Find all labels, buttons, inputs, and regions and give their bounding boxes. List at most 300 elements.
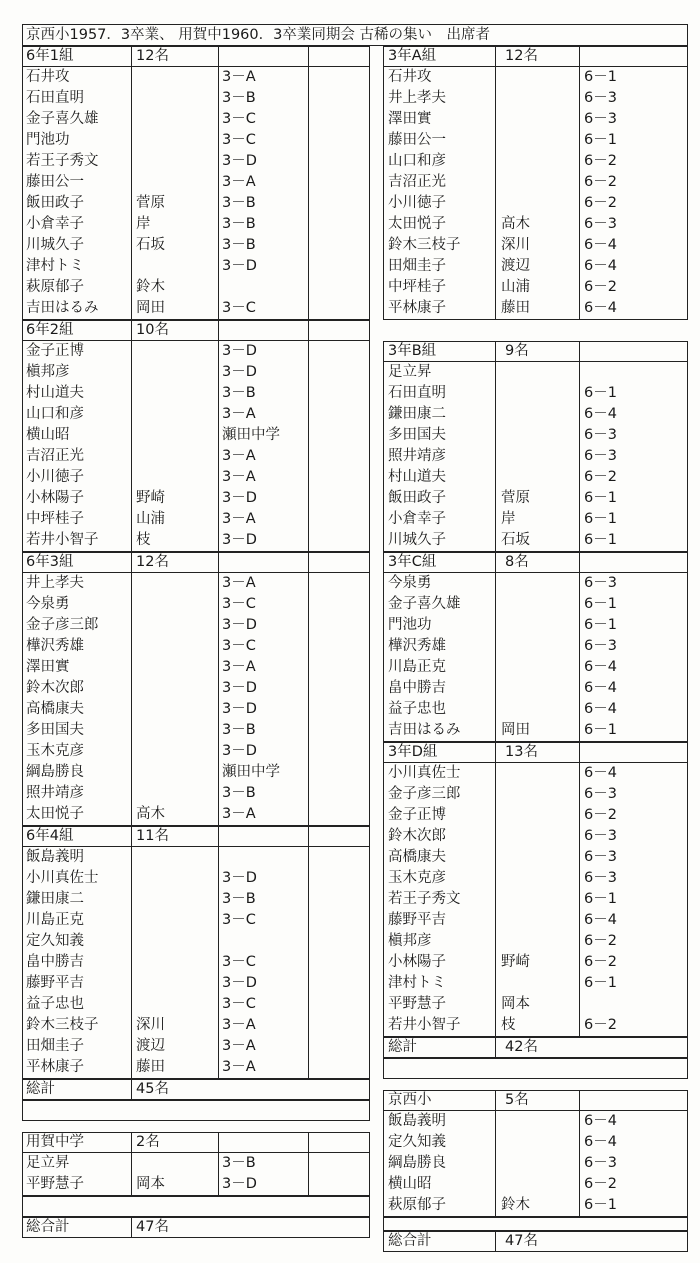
- attendee-row: [23, 298, 369, 319]
- attendee-row: [23, 130, 369, 151]
- attendee-row: [384, 509, 687, 530]
- attendee-name: 高橋康夫: [388, 849, 446, 865]
- attendee-name: 田畑圭子: [388, 258, 446, 274]
- other-class: 6－3: [584, 448, 617, 464]
- attendee-name: 石田直明: [26, 90, 84, 106]
- blank-row: [383, 1217, 688, 1231]
- attendee-name: 多田国夫: [26, 722, 84, 738]
- attendee-row: [23, 341, 369, 362]
- attendee-name: 澤田實: [26, 659, 70, 675]
- attendee-name: 小川真佐士: [26, 870, 99, 886]
- class-roster: [383, 762, 688, 1037]
- header-divider: [131, 1079, 132, 1100]
- maiden-name: 岸: [136, 216, 151, 232]
- attendee-row: [23, 973, 369, 994]
- class-label: 6年2組: [26, 322, 74, 338]
- header-divider: [308, 826, 309, 847]
- other-class: 6－2: [584, 279, 617, 295]
- maiden-name: 枝: [136, 532, 151, 548]
- class-header: [383, 1037, 688, 1058]
- attendee-row: [384, 235, 687, 256]
- maiden-name: 石坂: [136, 237, 165, 253]
- header-divider: [579, 742, 580, 763]
- other-class: 3－A: [222, 1038, 256, 1054]
- class-count: 5名: [505, 1092, 529, 1108]
- attendee-row: [384, 172, 687, 193]
- blank-row: [383, 1058, 688, 1079]
- attendee-row: [23, 868, 369, 889]
- attendee-row: [384, 88, 687, 109]
- other-class: 6－4: [584, 680, 617, 696]
- attendee-name: 畠中勝吉: [388, 680, 446, 696]
- header-divider: [495, 46, 496, 67]
- other-class: 6－2: [584, 807, 617, 823]
- other-class: 3－B: [222, 891, 256, 907]
- class-header: [22, 1132, 370, 1153]
- other-class: 3－B: [222, 785, 256, 801]
- other-class: 6－2: [584, 1176, 617, 1192]
- other-class: 6－4: [584, 1134, 617, 1150]
- other-class: 3－B: [222, 722, 256, 738]
- attendee-row: [384, 446, 687, 467]
- class-label: 3年D組: [388, 744, 438, 760]
- class-roster: [22, 572, 370, 826]
- attendee-name: 澤田實: [388, 111, 432, 127]
- attendee-row: [23, 446, 369, 467]
- other-class: 6－1: [584, 385, 617, 401]
- attendee-name: 今泉勇: [388, 575, 432, 591]
- other-class: 3－C: [222, 954, 256, 970]
- attendee-name: 村山道夫: [26, 385, 84, 401]
- other-class: 6－1: [584, 1197, 617, 1213]
- attendee-row: [384, 193, 687, 214]
- attendee-name: 小林陽子: [388, 954, 446, 970]
- attendee-row: [23, 636, 369, 657]
- attendee-name: 畠中勝吉: [26, 954, 84, 970]
- attendee-row: [384, 826, 687, 847]
- class-label: 6年4組: [26, 828, 74, 844]
- other-class: 6－2: [584, 195, 617, 211]
- other-class: 6－1: [584, 891, 617, 907]
- attendee-name: 川城久子: [388, 532, 446, 548]
- class-count: 10名: [136, 322, 169, 338]
- attendee-name: 石田直明: [388, 385, 446, 401]
- class-count: 12名: [505, 48, 538, 64]
- header-divider: [495, 1090, 496, 1111]
- other-class: 6－1: [584, 69, 617, 85]
- attendee-name: 小林陽子: [26, 490, 84, 506]
- other-class: 3－A: [222, 575, 256, 591]
- other-class: 6－4: [584, 237, 617, 253]
- maiden-name: 菅原: [501, 490, 530, 506]
- maiden-name: 山浦: [136, 511, 165, 527]
- other-class: 6－4: [584, 912, 617, 928]
- attendee-row: [23, 615, 369, 636]
- attendee-row: [384, 1153, 687, 1174]
- maiden-name: 高木: [501, 216, 530, 232]
- class-label: 総合計: [26, 1219, 70, 1235]
- attendee-name: 石井攻: [26, 69, 70, 85]
- attendee-row: [384, 889, 687, 910]
- maiden-name: 渡辺: [501, 258, 530, 274]
- attendee-row: [23, 67, 369, 88]
- class-roster: [22, 846, 370, 1079]
- attendee-row: [384, 573, 687, 594]
- attendee-name: 飯島義明: [388, 1113, 446, 1129]
- attendee-name: 津村トミ: [26, 258, 84, 274]
- attendee-name: 飯田政子: [26, 195, 84, 211]
- other-class: 6－2: [584, 1017, 617, 1033]
- other-class: 3－D: [222, 258, 257, 274]
- attendee-name: 小川徳子: [26, 469, 84, 485]
- attendee-name: 門池功: [388, 617, 432, 633]
- attendee-name: 萩原郁子: [26, 279, 84, 295]
- attendee-row: [23, 404, 369, 425]
- header-divider: [131, 552, 132, 573]
- other-class: 6－1: [584, 490, 617, 506]
- attendee-row: [384, 699, 687, 720]
- attendee-name: 玉木克彦: [26, 743, 84, 759]
- header-divider: [218, 826, 219, 847]
- attendee-name: 平林康子: [388, 300, 446, 316]
- attendee-row: [384, 298, 687, 319]
- class-roster: [383, 572, 688, 742]
- class-label: 3年B組: [388, 343, 437, 359]
- attendee-name: 吉田はるみ: [26, 300, 99, 316]
- class-roster: [383, 361, 688, 552]
- other-class: 3－A: [222, 406, 256, 422]
- class-header: [22, 320, 370, 341]
- header-divider: [308, 1132, 309, 1153]
- maiden-name: 岡田: [501, 722, 530, 738]
- class-header: [383, 552, 688, 573]
- attendee-row: [384, 1015, 687, 1036]
- attendee-row: [23, 573, 369, 594]
- class-label: 総計: [26, 1081, 55, 1097]
- attendee-row: [23, 594, 369, 615]
- attendee-name: 高橋康夫: [26, 701, 84, 717]
- other-class: 6－3: [584, 90, 617, 106]
- attendee-name: 石井攻: [388, 69, 432, 85]
- attendee-row: [384, 1132, 687, 1153]
- other-class: 6－1: [584, 722, 617, 738]
- other-class: 6－2: [584, 469, 617, 485]
- other-class: 6－2: [584, 153, 617, 169]
- attendee-row: [384, 594, 687, 615]
- maiden-name: 野崎: [501, 954, 530, 970]
- attendee-name: 中坪桂子: [388, 279, 446, 295]
- attendee-row: [384, 151, 687, 172]
- attendee-name: 山口和彦: [388, 153, 446, 169]
- class-header: [383, 1231, 688, 1252]
- other-class: 6－4: [584, 258, 617, 274]
- attendee-name: 門池功: [26, 132, 70, 148]
- attendee-row: [23, 151, 369, 172]
- class-count: 8名: [505, 554, 529, 570]
- attendee-name: 横山昭: [388, 1176, 432, 1192]
- attendee-row: [23, 657, 369, 678]
- attendee-row: [384, 214, 687, 235]
- maiden-name: 藤田: [501, 300, 530, 316]
- other-class: 3－D: [222, 1176, 257, 1192]
- class-count: 9名: [505, 343, 529, 359]
- attendee-name: 若王子秀文: [388, 891, 461, 907]
- attendee-row: [384, 109, 687, 130]
- attendee-row: [23, 1015, 369, 1036]
- other-class: 3－D: [222, 975, 257, 991]
- attendee-row: [23, 720, 369, 741]
- other-class: 6－1: [584, 617, 617, 633]
- header-divider: [218, 320, 219, 341]
- class-label: 用賀中学: [26, 1134, 84, 1150]
- attendee-name: 小川真佐士: [388, 765, 461, 781]
- other-class: 3－C: [222, 300, 256, 316]
- attendee-row: [384, 763, 687, 784]
- attendee-row: [23, 488, 369, 509]
- other-class: 6－1: [584, 132, 617, 148]
- other-class: 6－2: [584, 933, 617, 949]
- attendee-row: [23, 994, 369, 1015]
- attendee-row: [23, 425, 369, 446]
- class-roster: [22, 340, 370, 552]
- class-header: [22, 552, 370, 573]
- other-class: 3－D: [222, 490, 257, 506]
- attendee-row: [384, 425, 687, 446]
- maiden-name: 渡辺: [136, 1038, 165, 1054]
- attendee-name: 太田悦子: [26, 806, 84, 822]
- header-divider: [131, 320, 132, 341]
- attendee-name: 川城久子: [26, 237, 84, 253]
- attendee-row: [384, 1111, 687, 1132]
- other-class: 6－3: [584, 849, 617, 865]
- attendee-row: [384, 530, 687, 551]
- attendee-row: [384, 678, 687, 699]
- attendee-row: [23, 952, 369, 973]
- maiden-name: 岡田: [136, 300, 165, 316]
- class-header: [383, 46, 688, 67]
- other-class: 6－4: [584, 300, 617, 316]
- header-divider: [308, 46, 309, 67]
- other-class: 3－B: [222, 195, 256, 211]
- attendee-name: 藤野平吉: [388, 912, 446, 928]
- class-label: 総計: [388, 1039, 417, 1055]
- attendee-row: [384, 67, 687, 88]
- header-divider: [131, 46, 132, 67]
- attendee-row: [23, 762, 369, 783]
- attendee-row: [23, 741, 369, 762]
- document-title: 京西小1957．3卒業、 用賀中1960．3卒業同期会 古稀の集い 出席者: [22, 24, 688, 46]
- other-class: 3－A: [222, 69, 256, 85]
- other-class: 3－D: [222, 680, 257, 696]
- other-class: 6－1: [584, 532, 617, 548]
- attendee-name: 足立昇: [388, 364, 432, 380]
- other-class: 3－D: [222, 617, 257, 633]
- other-class: 3－D: [222, 701, 257, 717]
- attendee-row: [384, 994, 687, 1015]
- other-class: 3－C: [222, 996, 256, 1012]
- attendee-name: 定久知義: [26, 933, 84, 949]
- other-class: 3－A: [222, 174, 256, 190]
- other-class: 3－A: [222, 1017, 256, 1033]
- attendee-name: 綱島勝良: [388, 1155, 446, 1171]
- attendee-name: 平林康子: [26, 1059, 84, 1075]
- class-header: [22, 826, 370, 847]
- class-header: [22, 46, 370, 67]
- class-roster: [383, 1110, 688, 1217]
- other-class: 3－D: [222, 532, 257, 548]
- attendee-row: [384, 383, 687, 404]
- other-class: 3－D: [222, 364, 257, 380]
- attendee-row: [23, 931, 369, 952]
- header-divider: [131, 1217, 132, 1238]
- header-divider: [495, 742, 496, 763]
- other-class: 6－4: [584, 701, 617, 717]
- maiden-name: 野崎: [136, 490, 165, 506]
- attendee-row: [23, 889, 369, 910]
- attendee-row: [23, 235, 369, 256]
- other-class: 3－A: [222, 469, 256, 485]
- class-roster: [22, 66, 370, 320]
- header-divider: [495, 341, 496, 362]
- attendee-name: 田畑圭子: [26, 1038, 84, 1054]
- attendee-name: 吉田はるみ: [388, 722, 461, 738]
- attendee-row: [23, 277, 369, 298]
- attendee-name: 鎌田康二: [26, 891, 84, 907]
- class-count: 47名: [505, 1233, 538, 1249]
- other-class: 6－3: [584, 216, 617, 232]
- attendee-name: 槇邦彦: [26, 364, 70, 380]
- attendee-name: 定久知義: [388, 1134, 446, 1150]
- attendee-row: [384, 657, 687, 678]
- attendee-row: [23, 1153, 369, 1174]
- header-divider: [579, 46, 580, 67]
- attendee-name: 若井小智子: [388, 1017, 461, 1033]
- attendee-name: 金子正博: [26, 343, 84, 359]
- attendee-name: 平野慧子: [388, 996, 446, 1012]
- maiden-name: 鈴木: [501, 1197, 530, 1213]
- header-divider: [131, 826, 132, 847]
- maiden-name: 枝: [501, 1017, 516, 1033]
- class-count: 12名: [136, 554, 169, 570]
- other-class: 3－A: [222, 806, 256, 822]
- attendee-row: [23, 783, 369, 804]
- header-divider: [579, 1090, 580, 1111]
- other-class: 3－D: [222, 343, 257, 359]
- attendee-name: 金子彦三郎: [388, 786, 461, 802]
- attendee-name: 鈴木三枝子: [26, 1017, 99, 1033]
- attendee-name: 小川徳子: [388, 195, 446, 211]
- class-label: 総合計: [388, 1233, 432, 1249]
- attendee-name: 山口和彦: [26, 406, 84, 422]
- attendee-name: 藤野平吉: [26, 975, 84, 991]
- attendee-row: [23, 109, 369, 130]
- attendee-row: [384, 910, 687, 931]
- other-class: 6－2: [584, 174, 617, 190]
- attendee-name: 益子忠也: [26, 996, 84, 1012]
- attendee-row: [23, 1057, 369, 1078]
- attendee-name: 萩原郁子: [388, 1197, 446, 1213]
- other-class: 6－1: [584, 596, 617, 612]
- other-class: 3－A: [222, 448, 256, 464]
- maiden-name: 深川: [501, 237, 530, 253]
- attendee-row: [384, 277, 687, 298]
- maiden-name: 岸: [501, 511, 516, 527]
- other-class: 6－3: [584, 870, 617, 886]
- blank-row: [22, 1100, 370, 1121]
- other-class: 3－A: [222, 1059, 256, 1075]
- other-class: 6－4: [584, 765, 617, 781]
- class-roster: [383, 66, 688, 320]
- maiden-name: 岡本: [501, 996, 530, 1012]
- attendee-name: 樺沢秀雄: [388, 638, 446, 654]
- other-class: 3－B: [222, 1155, 256, 1171]
- maiden-name: 鈴木: [136, 279, 165, 295]
- other-class: 6－3: [584, 427, 617, 443]
- other-class: 6－1: [584, 975, 617, 991]
- attendee-name: 吉沼正光: [26, 448, 84, 464]
- attendee-row: [23, 847, 369, 868]
- header-divider: [579, 552, 580, 573]
- class-count: 13名: [505, 744, 538, 760]
- attendee-row: [23, 88, 369, 109]
- attendee-name: 川島正克: [388, 659, 446, 675]
- attendee-row: [23, 509, 369, 530]
- attendee-name: 若王子秀文: [26, 153, 99, 169]
- other-class: 6－3: [584, 786, 617, 802]
- attendee-row: [23, 804, 369, 825]
- attendee-name: 小倉幸子: [26, 216, 84, 232]
- class-label: 3年C組: [388, 554, 437, 570]
- class-label: 6年1組: [26, 48, 74, 64]
- class-label: 3年A組: [388, 48, 437, 64]
- attendee-name: 綱島勝良: [26, 764, 84, 780]
- attendee-row: [384, 636, 687, 657]
- attendee-row: [23, 530, 369, 551]
- attendee-name: 樺沢秀雄: [26, 638, 84, 654]
- attendee-row: [384, 1195, 687, 1216]
- attendee-row: [23, 467, 369, 488]
- header-divider: [495, 552, 496, 573]
- header-divider: [579, 341, 580, 362]
- maiden-name: 深川: [136, 1017, 165, 1033]
- other-class: 6－2: [584, 954, 617, 970]
- attendee-name: 槇邦彦: [388, 933, 432, 949]
- maiden-name: 山浦: [501, 279, 530, 295]
- attendee-name: 横山昭: [26, 427, 70, 443]
- header-divider: [495, 1037, 496, 1058]
- attendee-name: 小倉幸子: [388, 511, 446, 527]
- header-divider: [495, 1231, 496, 1252]
- attendee-name: 藤田公一: [388, 132, 446, 148]
- attendee-row: [384, 615, 687, 636]
- attendee-name: 藤田公一: [26, 174, 84, 190]
- class-header: [383, 1090, 688, 1111]
- other-class: 6－3: [584, 638, 617, 654]
- attendee-row: [23, 1036, 369, 1057]
- attendee-name: 鈴木三枝子: [388, 237, 461, 253]
- blank-row: [22, 1196, 370, 1217]
- attendee-name: 金子喜久雄: [388, 596, 461, 612]
- attendee-row: [384, 404, 687, 425]
- attendee-row: [384, 973, 687, 994]
- attendee-name: 鎌田康二: [388, 406, 446, 422]
- other-class: 3－B: [222, 237, 256, 253]
- attendee-name: 川島正克: [26, 912, 84, 928]
- attendee-row: [384, 952, 687, 973]
- other-class: 6－3: [584, 828, 617, 844]
- attendee-row: [384, 256, 687, 277]
- class-count: 45名: [136, 1081, 169, 1097]
